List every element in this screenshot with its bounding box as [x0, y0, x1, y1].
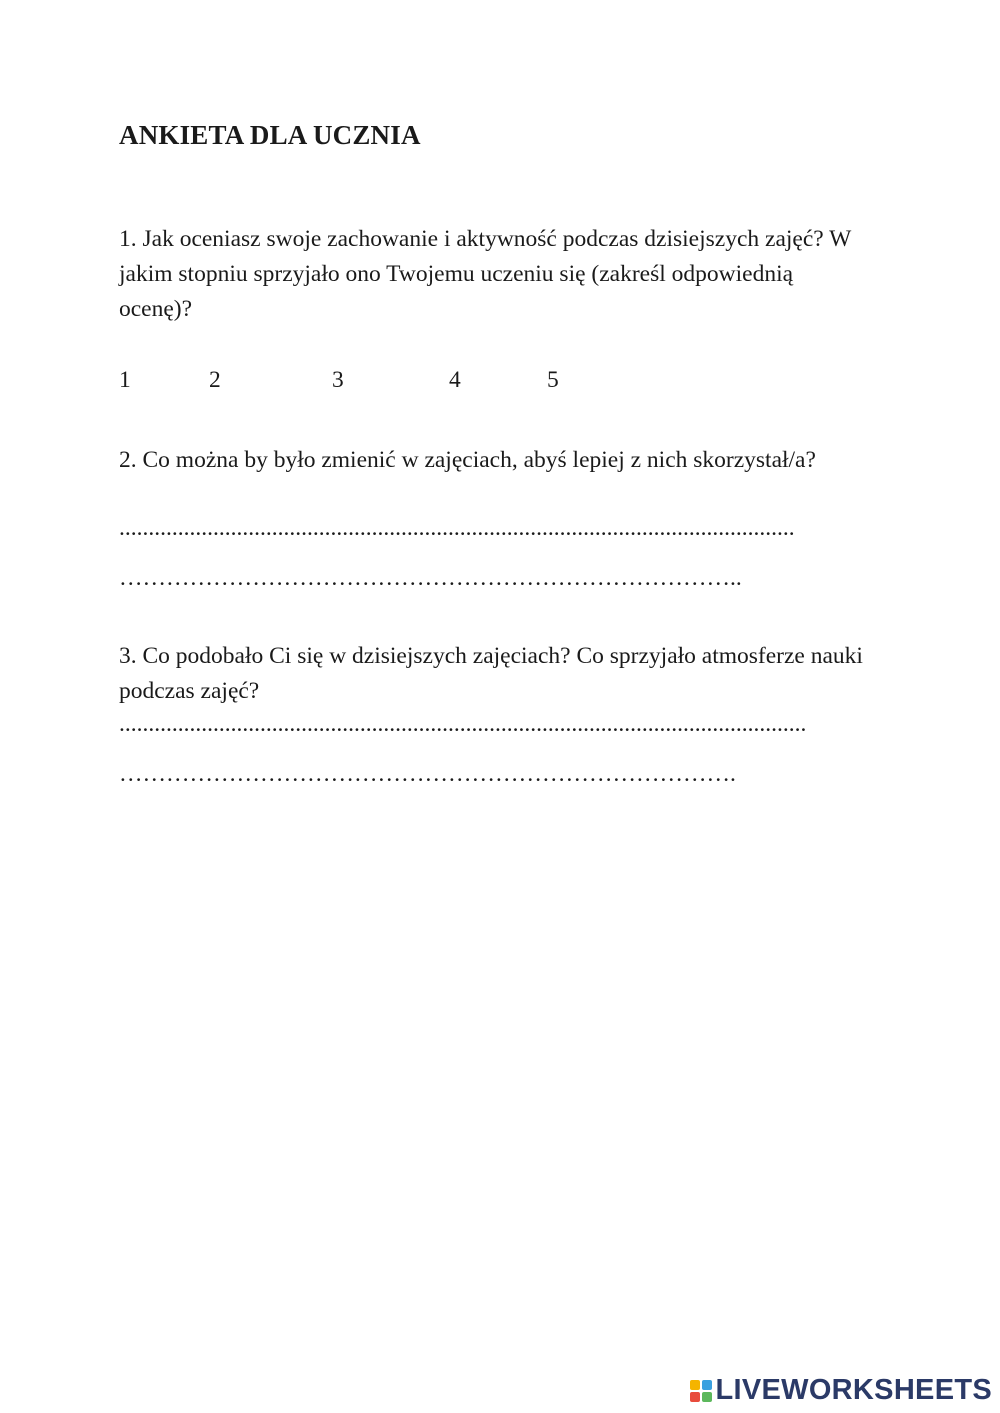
rating-option-5[interactable]: 5	[547, 367, 559, 393]
question-2: 2. Co można by było zmienić w zajęciach, abyś lepiej z nich skorzystał/a?	[119, 447, 816, 473]
question-3: 3. Co podobało Ci się w dzisiejszych zajęciach? Co sprzyjało atmosferze nauki podczas zajęć?	[119, 643, 863, 704]
logo-square-icon	[702, 1380, 712, 1390]
question-1: 1. Jak oceniasz swoje zachowanie i aktywność podczas dzisiejszych zajęć? W jakim stopniu sprzyjało ono Twojemu uczeniu się (zakreśl odpowiednią ocenę)?	[119, 226, 851, 322]
logo-square-icon	[690, 1380, 700, 1390]
rating-option-4[interactable]: 4	[449, 367, 461, 393]
page-title: ANKIETA DLA UCZNIA	[119, 120, 421, 150]
answer-line-q3-1[interactable]: .....................................................................................................................	[119, 711, 807, 737]
liveworksheets-logo	[690, 1374, 993, 1407]
logo-square-icon	[702, 1392, 712, 1402]
answer-line-q2-2[interactable]: ……………………………………………………………………..	[119, 565, 742, 591]
answer-line-q3-2[interactable]: …………………………………………………………………….	[119, 761, 736, 787]
logo-text: LIVEWORKSHEETS	[715, 1374, 992, 1406]
answer-line-q2-1[interactable]: ...................................................................................................................	[119, 515, 795, 541]
logo-mark-icon	[690, 1380, 712, 1402]
rating-option-3[interactable]: 3	[332, 367, 344, 393]
logo-square-icon	[690, 1392, 700, 1402]
rating-option-1[interactable]: 1	[119, 367, 131, 393]
rating-option-2[interactable]: 2	[209, 367, 221, 393]
